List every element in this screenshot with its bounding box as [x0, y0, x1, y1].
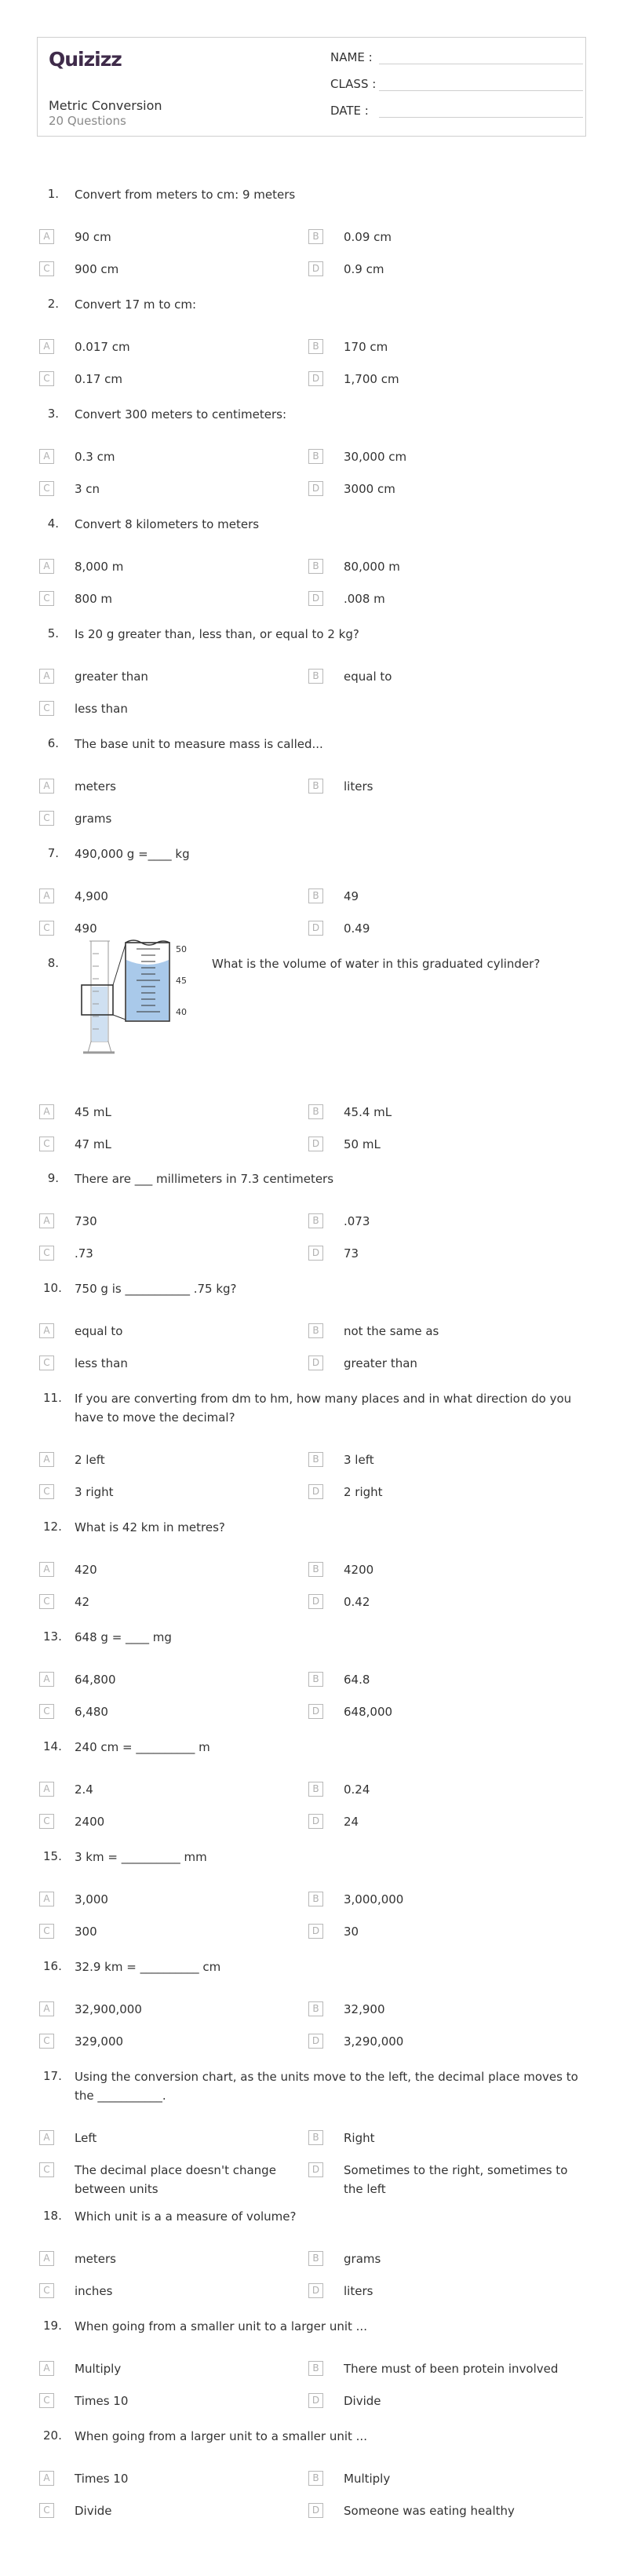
option-letter-box[interactable]: B — [308, 559, 323, 574]
option-letter-box[interactable]: C — [39, 1484, 54, 1499]
option-letter-box[interactable]: A — [39, 2001, 54, 2016]
option-text: greater than — [75, 670, 148, 684]
option-letter-box[interactable]: C — [39, 1814, 54, 1829]
option-text: 1,700 cm — [344, 372, 399, 386]
question-text: Convert from meters to cm: 9 meters — [75, 188, 296, 202]
option-letter-box[interactable]: A — [39, 339, 54, 354]
option-letter-box[interactable]: A — [39, 1213, 54, 1228]
question-text: If you are converting from dm to hm, how many places and in what direction do you have to move the decimal? — [75, 1392, 572, 1425]
option-letter-box[interactable]: D — [308, 1246, 323, 1261]
option-letter-box[interactable]: C — [39, 2034, 54, 2049]
cylinder-zoom — [126, 940, 169, 1021]
option-letter-box[interactable]: B — [308, 1782, 323, 1797]
question-number: 1. — [47, 187, 59, 201]
option-text: 4200 — [344, 1563, 374, 1577]
option-text: Sometimes to the right, sometimes to the left — [344, 2163, 568, 2196]
question-text: What is 42 km in metres? — [75, 1520, 225, 1534]
option-letter-box[interactable]: B — [308, 779, 323, 794]
option-letter-box[interactable]: C — [39, 2393, 54, 2408]
option-letter-box[interactable]: B — [308, 1323, 323, 1338]
option-text: .73 — [75, 1246, 93, 1261]
option-text: 64.8 — [344, 1673, 370, 1687]
option-letter-box[interactable]: D — [308, 481, 323, 496]
option-letter-box[interactable]: C — [39, 1594, 54, 1609]
option-text: 2400 — [75, 1815, 105, 1829]
option-letter-box[interactable]: B — [308, 449, 323, 464]
date-line — [379, 117, 583, 118]
option-text: grams — [344, 2252, 381, 2266]
question-number: 12. — [43, 1520, 62, 1534]
option-text: greater than — [344, 1356, 417, 1370]
option-text: There must of been protein involved — [344, 2362, 559, 2376]
option-letter-box[interactable]: A — [39, 2130, 54, 2145]
option-text: 4,900 — [75, 889, 108, 903]
option-letter-box[interactable]: A — [39, 1323, 54, 1338]
option-text: 170 cm — [344, 340, 388, 354]
option-letter-box[interactable]: A — [39, 779, 54, 794]
question-text: What is the volume of water in this graduated cylinder? — [212, 957, 541, 971]
option-letter-box[interactable]: A — [39, 888, 54, 903]
option-letter-box[interactable]: D — [308, 2393, 323, 2408]
option-text: 0.3 cm — [75, 450, 115, 464]
question-number: 17. — [43, 2069, 62, 2083]
worksheet-header — [37, 37, 586, 137]
option-text: 800 m — [75, 592, 113, 606]
option-text: 30,000 cm — [344, 450, 407, 464]
option-letter-box[interactable]: A — [39, 229, 54, 244]
option-letter-box[interactable]: D — [308, 2162, 323, 2177]
tick-label-40: 40 — [176, 1007, 187, 1017]
option-letter-box[interactable]: C — [39, 921, 54, 936]
option-text: meters — [75, 779, 116, 794]
option-letter-box[interactable]: A — [39, 559, 54, 574]
option-letter-box[interactable]: A — [39, 1104, 54, 1119]
option-text: Divide — [344, 2394, 381, 2408]
option-text: liters — [344, 2284, 373, 2298]
option-text: less than — [75, 1356, 128, 1370]
option-letter-box[interactable]: A — [39, 1892, 54, 1906]
option-letter-box[interactable]: D — [308, 921, 323, 936]
option-letter-box[interactable]: B — [308, 669, 323, 684]
option-text: 0.49 — [344, 921, 370, 936]
question-number: 19. — [43, 2319, 62, 2333]
class-field[interactable] — [330, 77, 377, 91]
question-number: 2. — [47, 297, 59, 311]
option-text: equal to — [75, 1324, 123, 1338]
question-number: 11. — [43, 1391, 62, 1405]
option-letter-box[interactable]: C — [39, 1246, 54, 1261]
option-text: 3 right — [75, 1485, 114, 1499]
class-line — [379, 90, 583, 91]
question-number: 18. — [43, 2209, 62, 2223]
option-letter-box[interactable]: A — [39, 2471, 54, 2486]
option-text: 2 left — [75, 1453, 105, 1467]
option-letter-box[interactable]: D — [308, 591, 323, 606]
option-text: .008 m — [344, 592, 385, 606]
option-text: 0.9 cm — [344, 262, 384, 276]
option-text: 3,000 — [75, 1892, 108, 1906]
option-text: 0.17 cm — [75, 372, 123, 386]
option-letter-box[interactable]: B — [308, 888, 323, 903]
option-letter-box[interactable]: C — [39, 701, 54, 716]
option-text: Right — [344, 2131, 375, 2145]
option-letter-box[interactable]: B — [308, 2471, 323, 2486]
option-letter-box[interactable]: A — [39, 669, 54, 684]
option-text: The decimal place doesn't change between units — [75, 2163, 276, 2196]
question-text: 3 km = __________ mm — [75, 1850, 207, 1864]
question-number: 9. — [47, 1171, 59, 1185]
option-letter-box[interactable]: B — [308, 2251, 323, 2266]
option-text: Multiply — [344, 2472, 391, 2486]
option-text: 3 cn — [75, 482, 100, 496]
option-letter-box[interactable]: B — [308, 1672, 323, 1687]
option-letter-box[interactable]: B — [308, 1213, 323, 1228]
option-text: 3,000,000 — [344, 1892, 404, 1906]
question-number: 4. — [47, 516, 59, 531]
question-number: 7. — [47, 846, 59, 860]
option-letter-box[interactable]: D — [308, 2034, 323, 2049]
option-text: 2.4 — [75, 1782, 93, 1797]
option-letter-box[interactable]: B — [308, 2130, 323, 2145]
question-text: Which unit is a a measure of volume? — [75, 2209, 297, 2224]
option-letter-box[interactable]: C — [39, 2162, 54, 2177]
question-text: Convert 17 m to cm: — [75, 297, 197, 312]
option-text: 0.09 cm — [344, 230, 392, 244]
option-letter-box[interactable]: C — [39, 481, 54, 496]
question-text: 32.9 km = __________ cm — [75, 1960, 221, 1974]
option-text: 0.017 cm — [75, 340, 130, 354]
option-text: 420 — [75, 1563, 97, 1577]
question-number: 16. — [43, 1959, 62, 1973]
option-text: less than — [75, 702, 128, 716]
option-letter-box[interactable]: B — [308, 1104, 323, 1119]
question-text: Convert 8 kilometers to meters — [75, 517, 260, 531]
option-letter-box[interactable]: B — [308, 1452, 323, 1467]
option-letter-box[interactable]: B — [308, 1892, 323, 1906]
option-text: 64,800 — [75, 1673, 116, 1687]
option-text: 32,900,000 — [75, 2002, 142, 2016]
option-text: 45.4 mL — [344, 1105, 392, 1119]
option-text: 50 mL — [344, 1137, 381, 1151]
cylinder-overview — [83, 941, 115, 1053]
question-text: 750 g is ___________ .75 kg? — [75, 1282, 237, 1296]
question-number: 10. — [43, 1281, 62, 1295]
option-letter-box[interactable]: A — [39, 1782, 54, 1797]
option-text: 45 mL — [75, 1105, 111, 1119]
question-number: 5. — [47, 626, 59, 640]
question-text: 648 g = ____ mg — [75, 1630, 172, 1644]
option-letter-box[interactable]: C — [39, 591, 54, 606]
question-text: When going from a larger unit to a smaller unit ... — [75, 2429, 367, 2443]
option-text: 3000 cm — [344, 482, 395, 496]
option-letter-box[interactable]: A — [39, 1562, 54, 1577]
option-letter-box[interactable]: B — [308, 2001, 323, 2016]
question-number: 8. — [47, 956, 59, 970]
option-letter-box[interactable]: D — [308, 261, 323, 276]
option-text: 32,900 — [344, 2002, 385, 2016]
option-text: Times 10 — [75, 2472, 129, 2486]
option-letter-box[interactable]: C — [39, 811, 54, 826]
option-text: grams — [75, 812, 112, 826]
option-letter-box[interactable]: D — [308, 371, 323, 386]
worksheet-title: Metric Conversion — [49, 98, 162, 113]
option-text: 47 mL — [75, 1137, 111, 1151]
option-text: 73 — [344, 1246, 359, 1261]
option-text: 490 — [75, 921, 97, 936]
option-text: 0.42 — [344, 1595, 370, 1609]
option-text: meters — [75, 2252, 116, 2266]
option-letter-box[interactable]: A — [39, 2251, 54, 2266]
option-text: 42 — [75, 1595, 90, 1609]
option-letter-box[interactable]: A — [39, 1672, 54, 1687]
date-field[interactable] — [330, 104, 377, 118]
question-number: 20. — [43, 2428, 62, 2443]
date-label: DATE : — [330, 104, 369, 118]
question-text: There are ___ millimeters in 7.3 centimeters — [75, 1172, 334, 1186]
option-letter-box[interactable]: C — [39, 1356, 54, 1370]
class-label: CLASS : — [330, 77, 377, 91]
option-letter-box[interactable]: C — [39, 2283, 54, 2298]
option-text: not the same as — [344, 1324, 439, 1338]
option-text: 49 — [344, 889, 359, 903]
option-letter-box[interactable]: D — [308, 1924, 323, 1939]
question-number: 6. — [47, 736, 59, 750]
question-text: When going from a smaller unit to a larger unit ... — [75, 2319, 367, 2333]
option-letter-box[interactable]: B — [308, 229, 323, 244]
question-number: 15. — [43, 1849, 62, 1863]
option-letter-box[interactable]: C — [39, 1924, 54, 1939]
option-text: 900 cm — [75, 262, 119, 276]
question-number: 3. — [47, 407, 59, 421]
option-text: 3,290,000 — [344, 2034, 404, 2049]
option-text: liters — [344, 779, 373, 794]
option-text: Left — [75, 2131, 97, 2145]
option-letter-box[interactable]: C — [39, 1137, 54, 1151]
question-text: Using the conversion chart, as the units move to the left, the decimal place moves to the ___________. — [75, 2070, 578, 2103]
question-text: The base unit to measure mass is called... — [75, 737, 323, 751]
option-text: 24 — [344, 1815, 359, 1829]
option-text: 648,000 — [344, 1705, 393, 1719]
question-text: 490,000 g =____ kg — [75, 847, 190, 861]
option-letter-box[interactable]: D — [308, 2503, 323, 2518]
name-label: NAME : — [330, 50, 373, 64]
option-letter-box[interactable]: D — [308, 2283, 323, 2298]
option-text: 3 left — [344, 1453, 374, 1467]
question-text: Convert 300 meters to centimeters: — [75, 407, 287, 421]
option-text: 329,000 — [75, 2034, 124, 2049]
option-letter-box[interactable]: B — [308, 339, 323, 354]
option-letter-box[interactable]: D — [308, 1594, 323, 1609]
option-letter-box[interactable]: B — [308, 1562, 323, 1577]
option-text: .073 — [344, 1214, 370, 1228]
tick-label-45: 45 — [176, 976, 187, 986]
graduated-cylinder-figure — [78, 938, 204, 1065]
option-letter-box[interactable]: D — [308, 1356, 323, 1370]
option-text: 6,480 — [75, 1705, 108, 1719]
option-letter-box[interactable]: C — [39, 1704, 54, 1719]
question-number: 13. — [43, 1629, 62, 1644]
option-text: 0.24 — [344, 1782, 370, 1797]
option-text: 80,000 m — [344, 560, 400, 574]
option-text: 8,000 m — [75, 560, 124, 574]
question-count: 20 Questions — [49, 114, 126, 128]
tick-label-50: 50 — [176, 944, 187, 954]
question-number: 14. — [43, 1739, 62, 1753]
quizizz-logo: Quizizz — [49, 48, 122, 71]
option-text: 90 cm — [75, 230, 111, 244]
option-text: Times 10 — [75, 2394, 129, 2408]
option-text: equal to — [344, 670, 392, 684]
option-letter-box[interactable]: C — [39, 371, 54, 386]
question-text: Is 20 g greater than, less than, or equal to 2 kg? — [75, 627, 359, 641]
option-text: Someone was eating healthy — [344, 2504, 515, 2518]
option-text: 300 — [75, 1925, 97, 1939]
option-letter-box[interactable]: A — [39, 2361, 54, 2376]
question-text: 240 cm = __________ m — [75, 1740, 210, 1754]
name-field[interactable] — [330, 50, 377, 64]
option-text: 2 right — [344, 1485, 383, 1499]
option-letter-box[interactable]: C — [39, 2503, 54, 2518]
option-text: inches — [75, 2284, 113, 2298]
option-letter-box[interactable]: D — [308, 1137, 323, 1151]
option-text: 730 — [75, 1214, 97, 1228]
option-text: Multiply — [75, 2362, 122, 2376]
option-letter-box[interactable]: A — [39, 1452, 54, 1467]
option-letter-box[interactable]: A — [39, 449, 54, 464]
option-letter-box[interactable]: C — [39, 261, 54, 276]
option-text: Divide — [75, 2504, 112, 2518]
option-text: 30 — [344, 1925, 359, 1939]
option-letter-box[interactable]: D — [308, 1814, 323, 1829]
option-letter-box[interactable]: D — [308, 1484, 323, 1499]
option-letter-box[interactable]: D — [308, 1704, 323, 1719]
option-letter-box[interactable]: B — [308, 2361, 323, 2376]
